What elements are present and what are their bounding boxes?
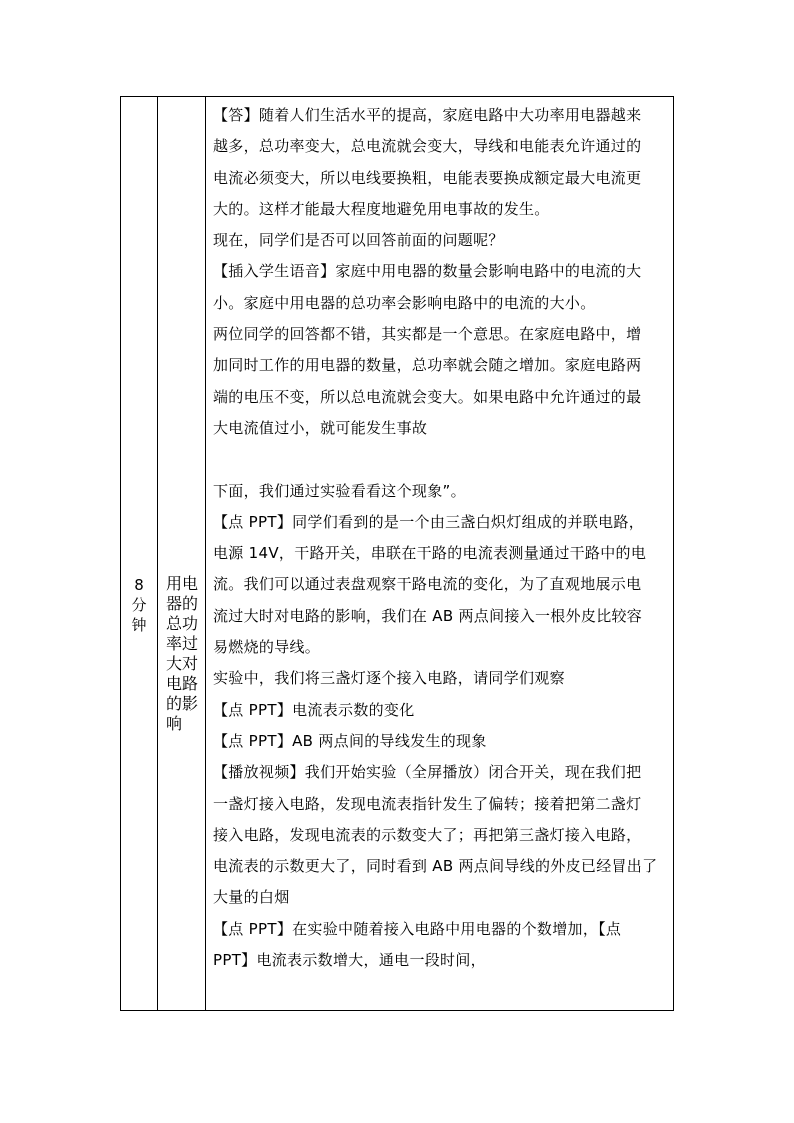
content-line: 一盏灯接入电路，发现电流表指针发生了偏转；接着把第二盏灯 (213, 794, 642, 813)
content-text (213, 100, 671, 976)
content-line: 大的。这样才能最大程度地避免用电事故的发生。 (213, 199, 550, 218)
blank-line (213, 444, 671, 475)
content-line: 现在，同学们是否可以回答前面的问题呢？ (213, 231, 504, 250)
topic-text: 用电器的总功率过大对电路的影响 (166, 574, 199, 733)
content-line: 【点 PPT】AB 两点间的导线发生的现象 (213, 731, 487, 750)
content-line: 接入电路，发现电流表的示数变大了；再把第三盏灯接入电路， (213, 825, 642, 844)
content-line: 电流表的示数更大了，同时看到 AB 两点间导线的外皮已经冒出了 (213, 857, 658, 876)
content-line: 易燃烧的导线。 (213, 638, 321, 657)
content-line: 大电流值过小，就可能发生事故 (213, 418, 428, 437)
content-line: 越多，总功率变大，总电流就会变大，导线和电能表允许通过的 (213, 137, 642, 156)
content-line: 小。家庭中用电器的总功率会影响电路中的电流的大小。 (213, 293, 596, 312)
content-line: 大量的白烟 (213, 888, 290, 907)
lesson-table (120, 96, 674, 1011)
content-line: 电源 14V，干路开关，串联在干路的电流表测量通过干路中的电 (213, 544, 647, 563)
content-line: 【点 PPT】电流表示数的变化 (213, 700, 415, 719)
content-line: 电流必须变大，所以电线要换粗，电能表要换成额定最大电流更 (213, 168, 642, 187)
topic-cell (158, 97, 205, 1010)
column-divider-2 (205, 97, 206, 1010)
content-line: 流过大时对电路的影响，我们在 AB 两点间接入一根外皮比较容 (213, 606, 643, 625)
content-line: 加同时工作的用电器的数量，总功率就会随之增加。家庭电路两 (213, 356, 642, 375)
content-line: 【答】随着人们生活水平的提高，家庭电路中大功率用电器越来 (213, 106, 642, 124)
content-line: 【点 PPT】同学们看到的是一个由三盏白炽灯组成的并联电路， (213, 512, 645, 531)
content-line: 下面，我们通过实验看看这个现象”。 (213, 481, 466, 500)
content-line: 流。我们可以通过表盘观察干路电流的变化，为了直观地展示电 (213, 575, 642, 594)
time-text: 8分钟 (131, 576, 147, 634)
content-line: 实验中，我们将三盏灯逐个接入电路，请同学们观察 (213, 669, 565, 688)
content-line: 两位同学的回答都不错，其实都是一个意思。在家庭电路中，增 (213, 325, 642, 344)
time-cell (121, 97, 157, 1010)
content-line: 【插入学生语音】家庭中用电器的数量会影响电路中的电流的大 (213, 262, 642, 281)
content-line: PPT】电流表示数增大，通电一段时间， (213, 951, 486, 970)
content-line: 端的电压不变，所以总电流就会变大。如果电路中允许通过的最 (213, 387, 642, 406)
content-cell (207, 97, 673, 1010)
content-line: 【点 PPT】在实验中随着接入电路中用电器的个数增加，【点 (213, 919, 622, 938)
content-line: 【播放视频】我们开始实验（全屏播放）闭合开关，现在我们把 (213, 763, 642, 782)
